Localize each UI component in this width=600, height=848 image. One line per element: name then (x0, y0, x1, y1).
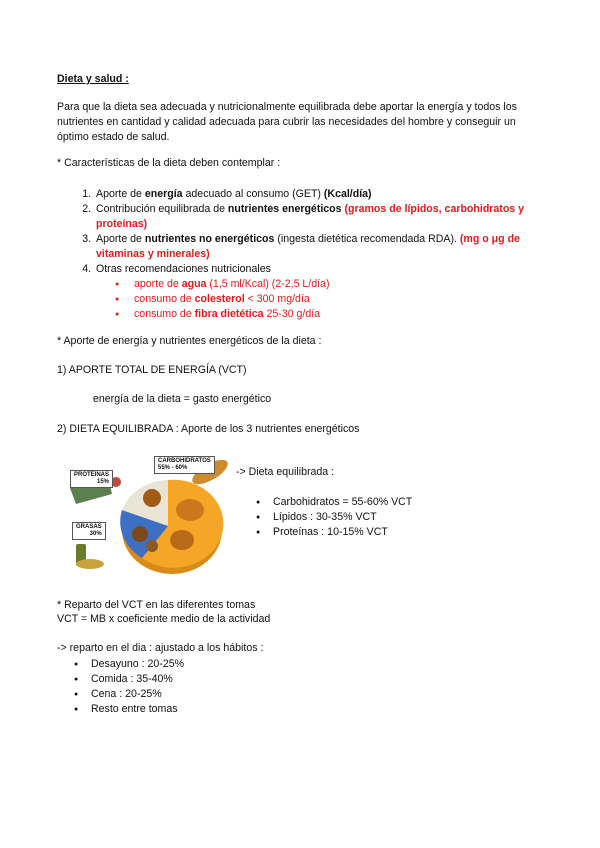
pastry-decoration (170, 530, 194, 550)
list-item: ● Cena : 20-25% (72, 687, 184, 702)
meals-list (72, 657, 184, 717)
proteins-label: PROTEINAS 15% (70, 470, 113, 488)
sub-list (96, 277, 569, 322)
nutrient-pie-illustration (60, 448, 232, 576)
biscuit-decoration (143, 489, 161, 507)
list-item: ● Resto entre tomas (72, 702, 184, 717)
list-item: 4. Otras recomendaciones nutricionales ● aporte de agua (1,5 ml/Kcal) (2-2,5 L/día) ● consumo de colesterol < 300 mg/día ● consumo de fibra dietética 25-30 g/día (94, 262, 569, 322)
sub-list-item: ● consumo de fibra dietética 25-30 g/día (132, 307, 569, 322)
vct-heading: 1) APORTE TOTAL DE ENERGÍA (VCT) (57, 364, 247, 376)
list-item: ● Desayuno : 20-25% (72, 657, 184, 672)
energy-heading: * Aporte de energía y nutrientes energéticos de la dieta : (57, 335, 322, 347)
characteristics-heading: * Características de la dieta deben contemplar : (57, 157, 281, 169)
daily-distribution-heading: -> reparto en el dia : ajustado a los hábitos : (57, 642, 264, 654)
distribution-formula: VCT = MB x coeficiente medio de la actividad (57, 613, 271, 625)
sub-list-item: ● consumo de colesterol < 300 mg/día (132, 292, 569, 307)
list-item: ● Proteínas : 10-15% VCT (254, 525, 412, 540)
nuts-decoration (132, 526, 148, 542)
list-item: ● Lípidos : 30-35% VCT (254, 510, 412, 525)
bread-decoration (176, 499, 204, 521)
list-item: 3. Aporte de nutrientes no energéticos (ingesta dietética recomendada RDA). (mg o μg de vitaminas y minerales) (94, 232, 569, 262)
characteristics-list (72, 187, 569, 322)
fats-label: GRASAS 30% (72, 522, 106, 540)
balanced-diet-list (254, 495, 412, 540)
list-item: 2. Contribución equilibrada de nutrientes energéticos (gramos de lípidos, carbohidratos y proteínas) (94, 202, 569, 232)
vct-formula: energía de la dieta = gasto energético (93, 393, 272, 405)
document-title: Dieta y salud : (57, 73, 129, 85)
nuts-decoration (146, 540, 158, 552)
butter-decoration (76, 559, 104, 569)
balanced-diet-heading: -> Dieta equilibrada : (236, 466, 335, 478)
sub-list-item: ● aporte de agua (1,5 ml/Kcal) (2-2,5 L/día) (132, 277, 569, 292)
balanced-heading: 2) DIETA EQUILIBRADA : Aporte de los 3 nutrientes energéticos (57, 423, 360, 435)
list-item: ● Carbohidratos = 55-60% VCT (254, 495, 412, 510)
list-item: ● Comida : 35-40% (72, 672, 184, 687)
list-item: 1. Aporte de energía adecuado al consumo (GET) (Kcal/día) (94, 187, 569, 202)
distribution-heading: * Reparto del VCT en las diferentes tomas (57, 599, 256, 611)
carbs-label: CARBOHIDRATOS 55% - 60% (154, 456, 215, 474)
intro-paragraph: Para que la dieta sea adecuada y nutricionalmente equilibrada debe aportar la energía y todos los nutrientes en cantidad y calidad adecuada para cubrir las necesidades del hombre y conseguir un óptimo estado de salud. (57, 101, 517, 143)
